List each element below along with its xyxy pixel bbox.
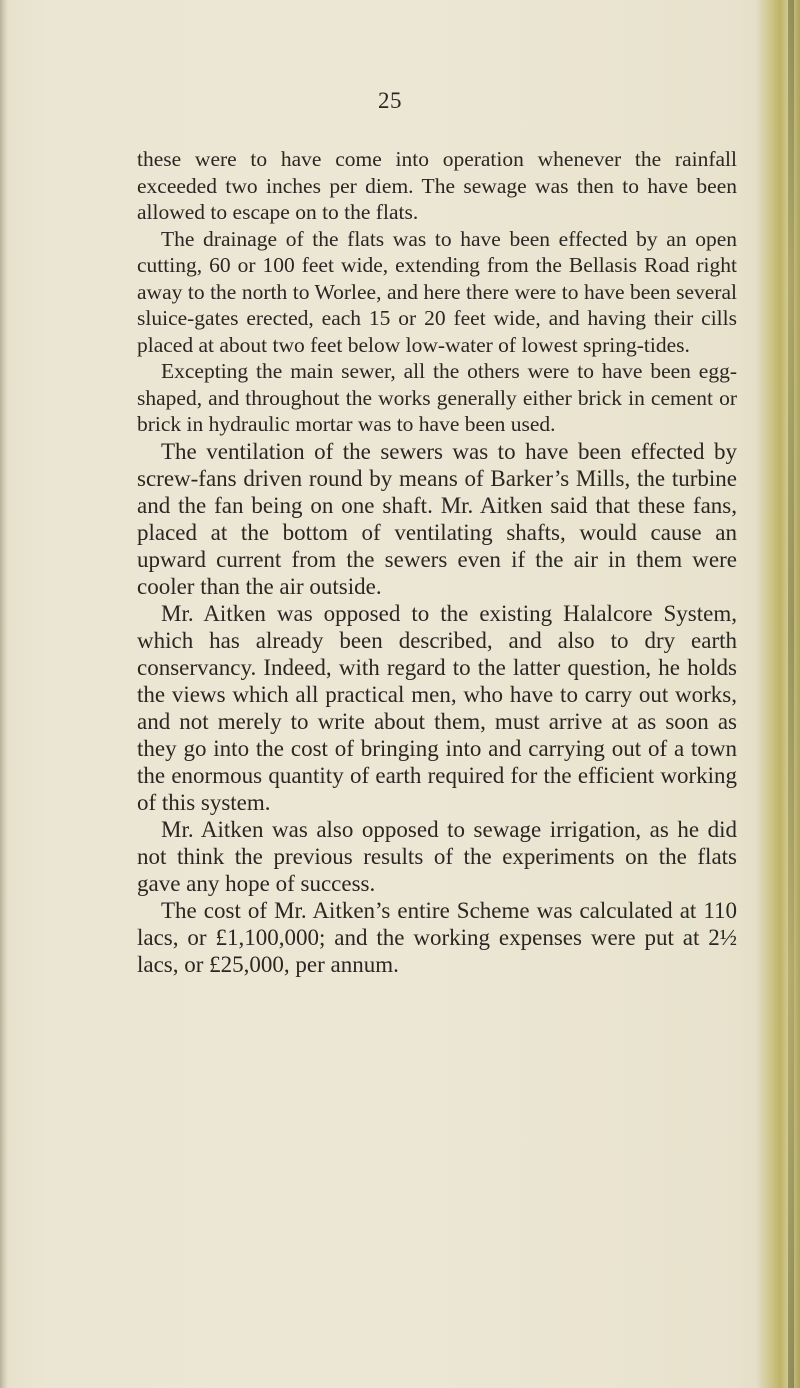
paragraph-ventilation: The ventilation of the sewers was to have been effected by screw-fans driven round by means of Barker’s Mills, the turbine and the fan being on one shaft. Mr. Aitken said that these fans, placed at the bottom of ventilating shafts, would cause an upward current from the sewers even if the air in them were cooler than the air outside.	[137, 438, 737, 599]
page-gutter-shadow	[0, 0, 8, 1388]
body-text	[137, 146, 737, 978]
page-right-edge-stain	[788, 0, 794, 1388]
paragraph-sewer-shape: Excepting the main sewer, all the others were to have been egg-shaped, and throughout the works generally either brick in cement or brick in hydraulic mortar was to have been used.	[137, 359, 737, 436]
paragraph-halalcore: Mr. Aitken was opposed to the existing Halalcore System, which has already been described, and also to dry earth conservancy. Indeed, with regard to the latter question, he holds the views which all practical men, who have to carry out works, and not merely to write about them, must arrive at as soon as they go into the cost of bringing into and carrying out of a town the enormous quantity of earth required for the efficient working of this system.	[137, 600, 737, 815]
page-number: 25	[378, 88, 402, 113]
paragraph-irrigation: Mr. Aitken was also opposed to sewage irrigation, as he did not think the previous results of the experiments on the flats gave any hope of success.	[137, 816, 737, 896]
paragraph-cost: The cost of Mr. Aitken’s entire Scheme was calculated at 110 lacs, or £1,100,000; and the working expenses were put at 2½ lacs, or £25,000, per annum.	[137, 897, 737, 977]
paragraph-continuation: these were to have come into operation whenever the rainfall exceeded two inches per diem. The sewage was then to have been allowed to escape on to the flats.	[137, 147, 737, 224]
paragraph-drainage: The drainage of the flats was to have been effected by an open cutting, 60 or 100 feet wide, extending from the Bellasis Road right away to the north to Worlee, and here there were to have been several sluice-gates erected, each 15 or 20 feet wide, and having their cills placed at about two feet below low-water of lowest spring-tides.	[137, 226, 737, 357]
